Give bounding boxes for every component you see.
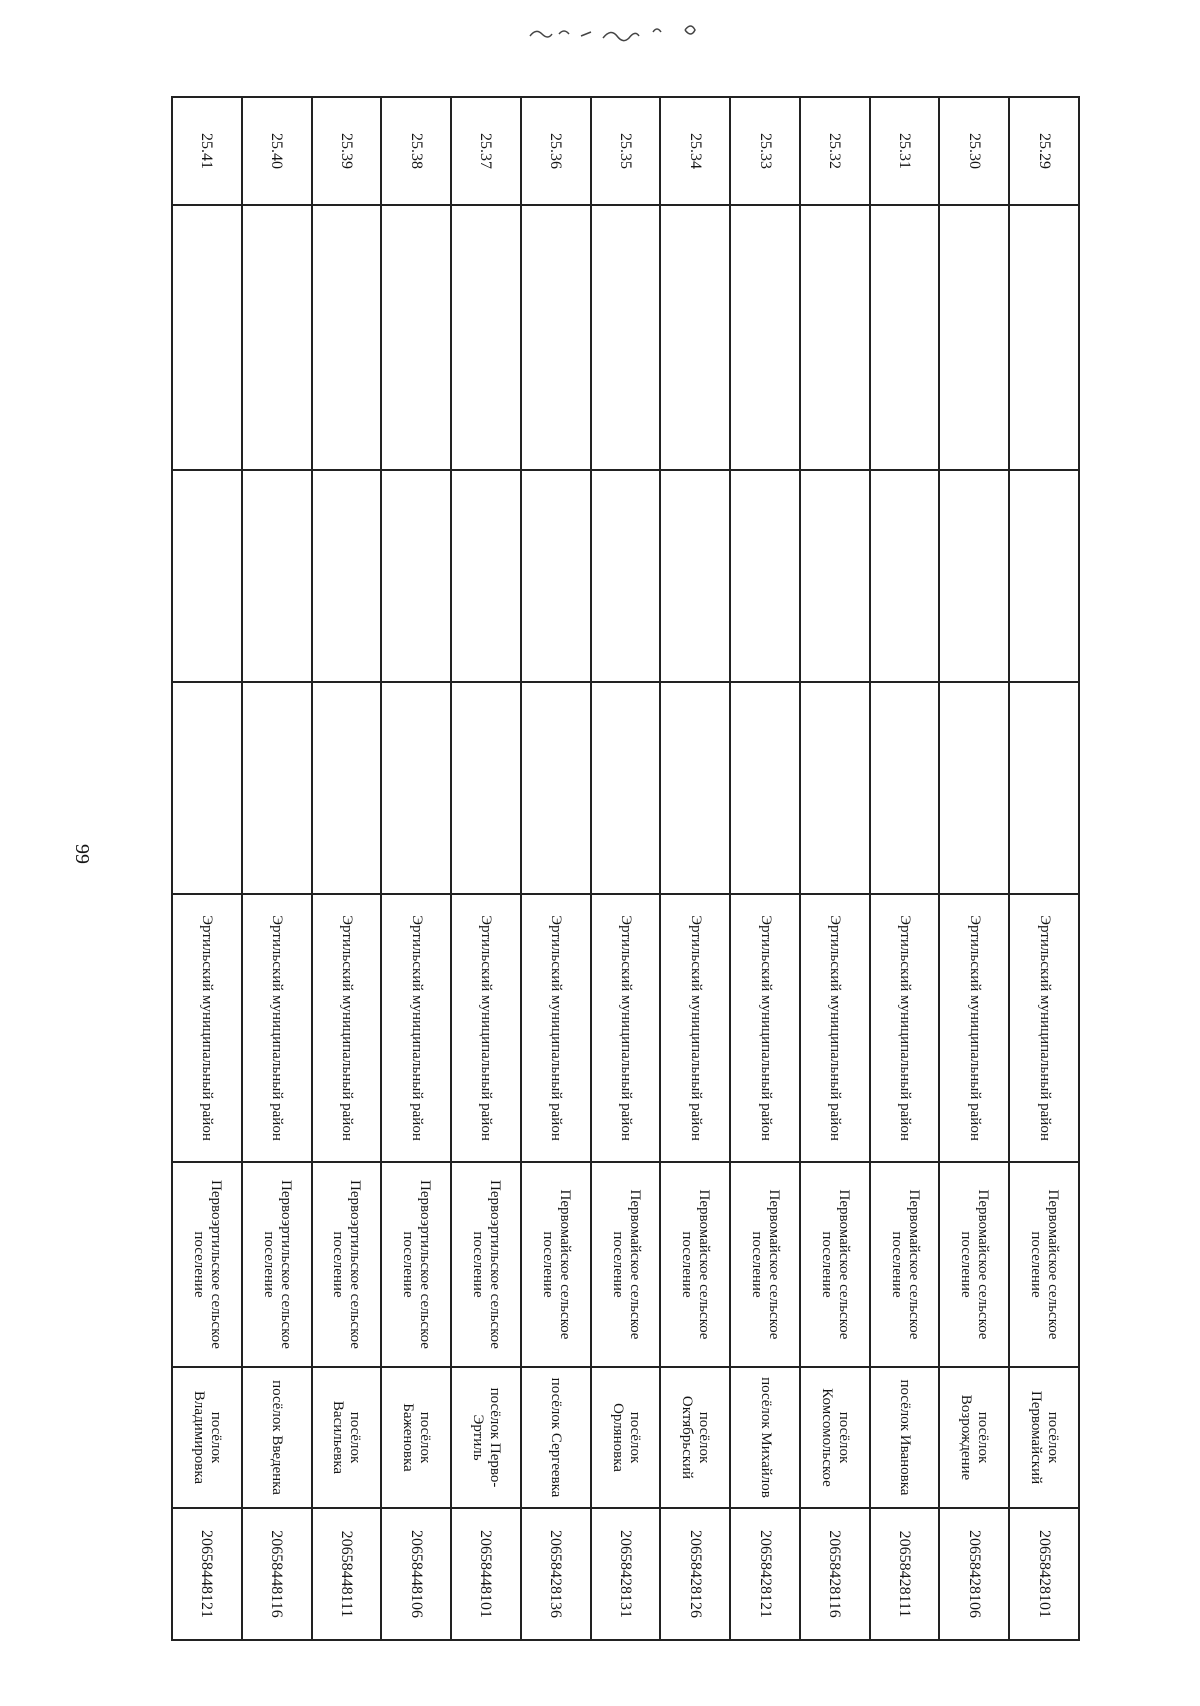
empty-cell [939,682,1009,894]
district-cell: Эртильский муниципальный район [172,894,242,1162]
settlement-cell: Первомайское сельское поселение [730,1162,800,1367]
empty-cell [870,682,940,894]
locality-cell: посёлок Михайлов [730,1367,800,1508]
table-row [312,97,382,1640]
settlement-cell: Первоэртильское сельское поселение [451,1162,521,1367]
district-cell: Эртильский муниципальный район [451,894,521,1162]
locality-cell: посёлок Владимировка [172,1367,242,1508]
locality-table [171,96,1080,1641]
empty-cell [730,205,800,470]
locality-cell: посёлок Возрождение [939,1367,1009,1508]
settlement-cell: Первомайское сельское поселение [521,1162,591,1367]
settlement-cell: Первомайское сельское поселение [939,1162,1009,1367]
settlement-cell: Первомайское сельское поселение [591,1162,661,1367]
row-number: 25.40 [242,97,312,205]
empty-cell [451,470,521,682]
code-cell: 20658428121 [730,1508,800,1640]
table-row [381,97,451,1640]
empty-cell [451,682,521,894]
table-row [660,97,730,1640]
empty-cell [242,205,312,470]
settlement-cell: Первомайское сельское поселение [660,1162,730,1367]
empty-cell [870,205,940,470]
empty-cell [591,205,661,470]
rotated-table-container [171,96,1080,1639]
table-row [870,97,940,1640]
empty-cell [312,682,382,894]
empty-cell [800,205,870,470]
settlement-cell: Первоэртильское сельское поселение [242,1162,312,1367]
table-row [451,97,521,1640]
empty-cell [242,682,312,894]
code-cell: 20658428136 [521,1508,591,1640]
district-cell: Эртильский муниципальный район [870,894,940,1162]
row-number: 25.38 [381,97,451,205]
empty-cell [660,205,730,470]
empty-cell [591,682,661,894]
empty-cell [312,470,382,682]
empty-cell [591,470,661,682]
row-number: 25.31 [870,97,940,205]
code-cell: 20658428126 [660,1508,730,1640]
row-number: 25.32 [800,97,870,205]
empty-cell [381,205,451,470]
row-number: 25.30 [939,97,1009,205]
district-cell: Эртильский муниципальный район [381,894,451,1162]
code-cell: 20658428131 [591,1508,661,1640]
code-cell: 20658448106 [381,1508,451,1640]
page-number: 99 [71,844,93,864]
row-number: 25.34 [660,97,730,205]
empty-cell [870,470,940,682]
settlement-cell: Первомайское сельское поселение [800,1162,870,1367]
empty-cell [1009,682,1079,894]
district-cell: Эртильский муниципальный район [660,894,730,1162]
row-number: 25.37 [451,97,521,205]
table-body [172,97,1079,1640]
district-cell: Эртильский муниципальный район [242,894,312,1162]
row-number: 25.39 [312,97,382,205]
district-cell: Эртильский муниципальный район [800,894,870,1162]
row-number: 25.41 [172,97,242,205]
locality-cell: посёлок Комсомольское [800,1367,870,1508]
code-cell: 20658448121 [172,1508,242,1640]
empty-cell [242,470,312,682]
locality-cell: посёлок Сергеевка [521,1367,591,1508]
empty-cell [451,205,521,470]
empty-cell [939,205,1009,470]
locality-cell: посёлок Первомайский [1009,1367,1079,1508]
table-row [939,97,1009,1640]
locality-cell: посёлок Баженовка [381,1367,451,1508]
empty-cell [939,470,1009,682]
empty-cell [172,470,242,682]
empty-cell [381,682,451,894]
code-cell: 20658428111 [870,1508,940,1640]
settlement-cell: Первоэртильское сельское поселение [312,1162,382,1367]
empty-cell [660,470,730,682]
row-number: 25.36 [521,97,591,205]
locality-cell: посёлок Перво-Эртиль [451,1367,521,1508]
district-cell: Эртильский муниципальный район [1009,894,1079,1162]
code-cell: 20658428106 [939,1508,1009,1640]
settlement-cell: Первоэртильское сельское поселение [172,1162,242,1367]
district-cell: Эртильский муниципальный район [312,894,382,1162]
code-cell: 20658428116 [800,1508,870,1640]
empty-cell [381,470,451,682]
table-row [172,97,242,1640]
table-row [1009,97,1079,1640]
empty-cell [172,205,242,470]
empty-cell [730,470,800,682]
settlement-cell: Первомайское сельское поселение [1009,1162,1079,1367]
row-number: 25.33 [730,97,800,205]
table-row [521,97,591,1640]
empty-cell [521,470,591,682]
locality-cell: посёлок Васильевка [312,1367,382,1508]
district-cell: Эртильский муниципальный район [591,894,661,1162]
handwritten-note [525,14,715,50]
empty-cell [312,205,382,470]
locality-cell: посёлок Орляновка [591,1367,661,1508]
district-cell: Эртильский муниципальный район [730,894,800,1162]
settlement-cell: Первомайское сельское поселение [870,1162,940,1367]
table-row [730,97,800,1640]
table-row [591,97,661,1640]
locality-cell: посёлок Введенка [242,1367,312,1508]
code-cell: 20658428101 [1009,1508,1079,1640]
locality-cell: посёлок Октябрьский [660,1367,730,1508]
district-cell: Эртильский муниципальный район [939,894,1009,1162]
table-row [800,97,870,1640]
empty-cell [800,470,870,682]
district-cell: Эртильский муниципальный район [521,894,591,1162]
empty-cell [521,682,591,894]
empty-cell [1009,205,1079,470]
table-row [242,97,312,1640]
empty-cell [800,682,870,894]
code-cell: 20658448101 [451,1508,521,1640]
empty-cell [521,205,591,470]
row-number: 25.29 [1009,97,1079,205]
empty-cell [660,682,730,894]
empty-cell [1009,470,1079,682]
empty-cell [730,682,800,894]
code-cell: 20658448111 [312,1508,382,1640]
settlement-cell: Первоэртильское сельское поселение [381,1162,451,1367]
locality-cell: посёлок Ивановка [870,1367,940,1508]
empty-cell [172,682,242,894]
code-cell: 20658448116 [242,1508,312,1640]
row-number: 25.35 [591,97,661,205]
